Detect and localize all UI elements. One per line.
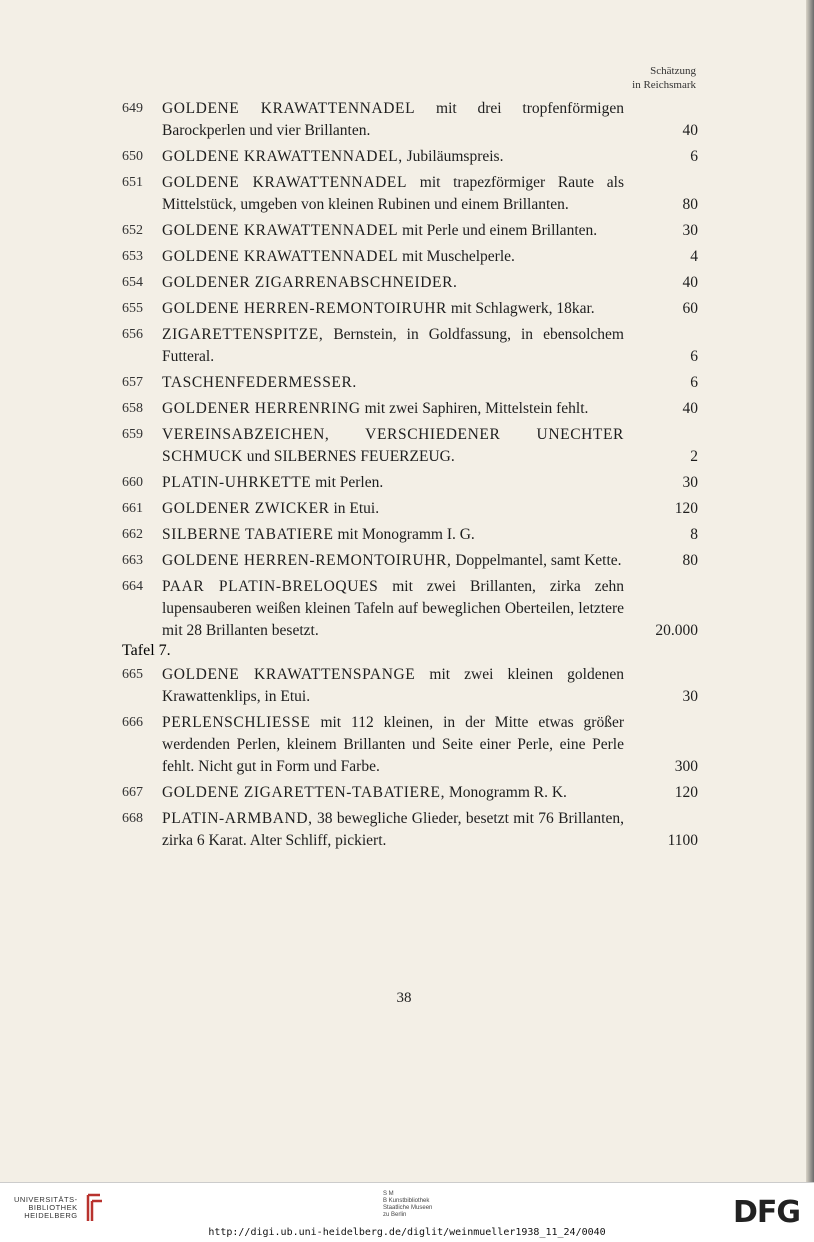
lot-title: GOLDENE KRAWATTENSPANGE	[162, 666, 416, 683]
lot-title: GOLDENE KRAWATTENNADEL	[162, 174, 408, 191]
lot-text: mit Perle und einem Brillanten.	[398, 222, 598, 239]
lot-description	[162, 550, 624, 572]
lot-text: mit drei tropfenförmigen Barockperlen und vier Brillanten.	[162, 100, 624, 139]
lot-estimate: 80	[682, 552, 698, 569]
lot-text: Monogramm R. K.	[445, 784, 567, 801]
lot-estimate: 30	[682, 222, 698, 239]
viewer-footer	[0, 1182, 814, 1242]
lot-title: PLATIN-ARMBAND,	[162, 810, 313, 827]
lot-title: GOLDENER ZIGARRENABSCHNEIDER.	[162, 274, 458, 291]
lot-number: 664	[122, 579, 143, 594]
catalog-entry	[122, 498, 698, 520]
lot-number: 653	[122, 249, 143, 264]
catalog-entry	[122, 324, 698, 368]
lot-description	[162, 808, 624, 852]
lot-estimate: 1100	[667, 832, 698, 849]
lot-description	[162, 298, 624, 320]
lot-estimate: 8	[690, 526, 698, 543]
stamp-line-2: B Kunstbibliothek	[383, 1198, 430, 1204]
catalog-entry	[122, 664, 698, 708]
uni-line-1: UNIVERSITÄTS-	[14, 1195, 78, 1204]
lot-number: 661	[122, 501, 143, 516]
catalog-entry	[122, 372, 698, 394]
dfg-logo[interactable]: DFG	[732, 1195, 800, 1230]
lot-number: 649	[122, 101, 143, 116]
lot-estimate: 6	[690, 374, 698, 391]
lot-number: 655	[122, 301, 143, 316]
lot-title: GOLDENE KRAWATTENNADEL	[162, 100, 416, 117]
catalog-entry	[122, 172, 698, 216]
lot-title: GOLDENER ZWICKER	[162, 500, 330, 517]
lot-description	[162, 498, 624, 520]
museum-stamp	[383, 1191, 432, 1219]
lot-estimate: 300	[674, 758, 698, 775]
lot-estimate: 6	[690, 148, 698, 165]
lot-description	[162, 372, 624, 394]
lot-title: PLATIN-UHRKETTE	[162, 474, 312, 491]
lot-number: 666	[122, 715, 143, 730]
stamp-line-3: Staatliche Museen	[383, 1205, 433, 1211]
plate-reference: Tafel 7.	[122, 642, 171, 659]
university-logo-icon	[84, 1193, 104, 1223]
lot-text: Jubiläumspreis.	[402, 148, 504, 165]
lot-estimate: 120	[674, 784, 698, 801]
lot-text: mit Schlagwerk, 18kar.	[447, 300, 595, 317]
lot-estimate: 40	[682, 400, 698, 417]
lot-estimate: 40	[682, 274, 698, 291]
lot-description	[162, 246, 624, 268]
lot-description	[162, 220, 624, 242]
lot-number: 660	[122, 475, 143, 490]
catalog-entries	[122, 98, 698, 856]
lot-text: mit trapezförmiger Raute als Mittelstück, umgeben von kleinen Rubinen und einem Brillanten.	[162, 174, 624, 213]
lot-number: 665	[122, 667, 143, 682]
lot-title: GOLDENER HERRENRING	[162, 400, 361, 417]
lot-description	[162, 524, 624, 546]
lot-text: mit Perlen.	[311, 474, 384, 491]
page-number: 38	[396, 990, 412, 1006]
lot-text: Doppelmantel, samt Kette.	[451, 552, 622, 569]
header-line-2: in Reichsmark	[632, 79, 696, 91]
lot-description	[162, 712, 624, 778]
catalog-entry	[122, 220, 698, 242]
lot-description	[162, 664, 624, 708]
lot-number: 659	[122, 427, 143, 442]
lot-estimate: 40	[682, 122, 698, 139]
header-line-1: Schätzung	[650, 65, 696, 77]
lot-title: PAAR PLATIN-BRELOQUES	[162, 578, 379, 595]
lot-title: SILBERNE TABATIERE	[162, 526, 334, 543]
catalog-entry	[122, 146, 698, 168]
lot-description	[162, 272, 624, 294]
lot-text: mit Monogramm I. G.	[333, 526, 475, 543]
lot-number: 651	[122, 175, 143, 190]
lot-text: mit Muschelperle.	[398, 248, 515, 265]
catalog-entry	[122, 550, 698, 572]
lot-description	[162, 324, 624, 368]
university-library-logo[interactable]	[14, 1193, 104, 1223]
lot-title: VEREINSABZEICHEN, VERSCHIEDENER UNECHTER SCHMUCK	[162, 426, 624, 465]
lot-text: mit 112 kleinen, in der Mitte etwas größer werdenden Perlen, kleinem Brillanten und Seite einer Perle, eine Perle fehlt. Nicht gut in Form und Farbe.	[162, 714, 624, 775]
page-edge	[806, 0, 814, 1182]
lot-title: GOLDENE KRAWATTENNADEL	[162, 222, 399, 239]
lot-number: 668	[122, 811, 143, 826]
lot-text: 38 bewegliche Glieder, besetzt mit 76 Brillanten, zirka 6 Karat. Alter Schliff, pickiert.	[162, 810, 624, 849]
lot-number: 650	[122, 149, 143, 164]
catalog-entry	[122, 272, 698, 294]
lot-description	[162, 146, 624, 168]
lot-number: 662	[122, 527, 143, 542]
lot-number: 663	[122, 553, 143, 568]
lot-estimate: 60	[682, 300, 698, 317]
lot-title: GOLDENE HERREN-REMONTOIRUHR	[162, 300, 447, 317]
lot-number: 667	[122, 785, 143, 800]
catalog-entry	[122, 576, 698, 642]
lot-number: 654	[122, 275, 143, 290]
lot-estimate: 30	[682, 474, 698, 491]
lot-number: 652	[122, 223, 143, 238]
lot-text: mit zwei Saphiren, Mittelstein fehlt.	[360, 400, 589, 417]
lot-description	[162, 782, 624, 804]
lot-estimate: 2	[690, 448, 698, 465]
catalog-entry	[122, 782, 698, 804]
permalink-url[interactable]: http://digi.ub.uni-heidelberg.de/diglit/weinmueller1938_11_24/0040	[208, 1227, 606, 1238]
lot-title: GOLDENE KRAWATTENNADEL,	[162, 148, 403, 165]
lot-estimate: 6	[690, 348, 698, 365]
lot-description	[162, 98, 624, 142]
lot-text: mit zwei Brillanten, zirka zehn lupensauberen weißen kleinen Tafeln auf beweglichen Oberteilen, letztere mit 28 Brillanten besetzt.	[162, 578, 624, 639]
lot-estimate: 4	[690, 248, 698, 265]
catalog-entry	[122, 246, 698, 268]
catalog-entry	[122, 524, 698, 546]
price-column-header	[632, 64, 696, 92]
lot-estimate: 120	[674, 500, 698, 517]
lot-text: in Etui.	[329, 500, 380, 517]
lot-text: Bernstein, in Goldfassung, in ebensolchem Futteral.	[162, 326, 624, 365]
stamp-line-1: S M	[383, 1191, 394, 1197]
catalog-entry	[122, 424, 698, 468]
lot-title: PERLENSCHLIESSE	[162, 714, 311, 731]
lot-title: ZIGARETTENSPITZE,	[162, 326, 324, 343]
lot-description	[162, 576, 624, 642]
lot-estimate: 20.000	[655, 622, 698, 639]
lot-title: GOLDENE ZIGARETTEN-TABATIERE,	[162, 784, 446, 801]
lot-text: und SILBERNES FEUERZEUG.	[242, 448, 455, 465]
lot-description	[162, 472, 624, 494]
uni-line-2: BIBLIOTHEK	[28, 1203, 78, 1212]
catalog-entry	[122, 98, 698, 142]
lot-number: 656	[122, 327, 143, 342]
lot-description	[162, 424, 624, 468]
lot-number: 658	[122, 401, 143, 416]
lot-description	[162, 398, 624, 420]
lot-text: mit zwei kleinen goldenen Krawattenklips, in Etui.	[162, 666, 624, 705]
stamp-line-4: zu Berlin	[383, 1212, 407, 1218]
uni-line-3: HEIDELBERG	[24, 1211, 78, 1220]
catalog-entry	[122, 472, 698, 494]
catalog-entry	[122, 298, 698, 320]
catalog-entry	[122, 808, 698, 852]
lot-title: GOLDENE KRAWATTENNADEL	[162, 248, 399, 265]
lot-number: 657	[122, 375, 143, 390]
lot-estimate: 30	[682, 688, 698, 705]
catalog-entry	[122, 712, 698, 778]
lot-title: GOLDENE HERREN-REMONTOIRUHR,	[162, 552, 452, 569]
lot-title: TASCHENFEDERMESSER.	[162, 374, 357, 391]
lot-description	[162, 172, 624, 216]
lot-estimate: 80	[682, 196, 698, 213]
catalog-entry	[122, 398, 698, 420]
